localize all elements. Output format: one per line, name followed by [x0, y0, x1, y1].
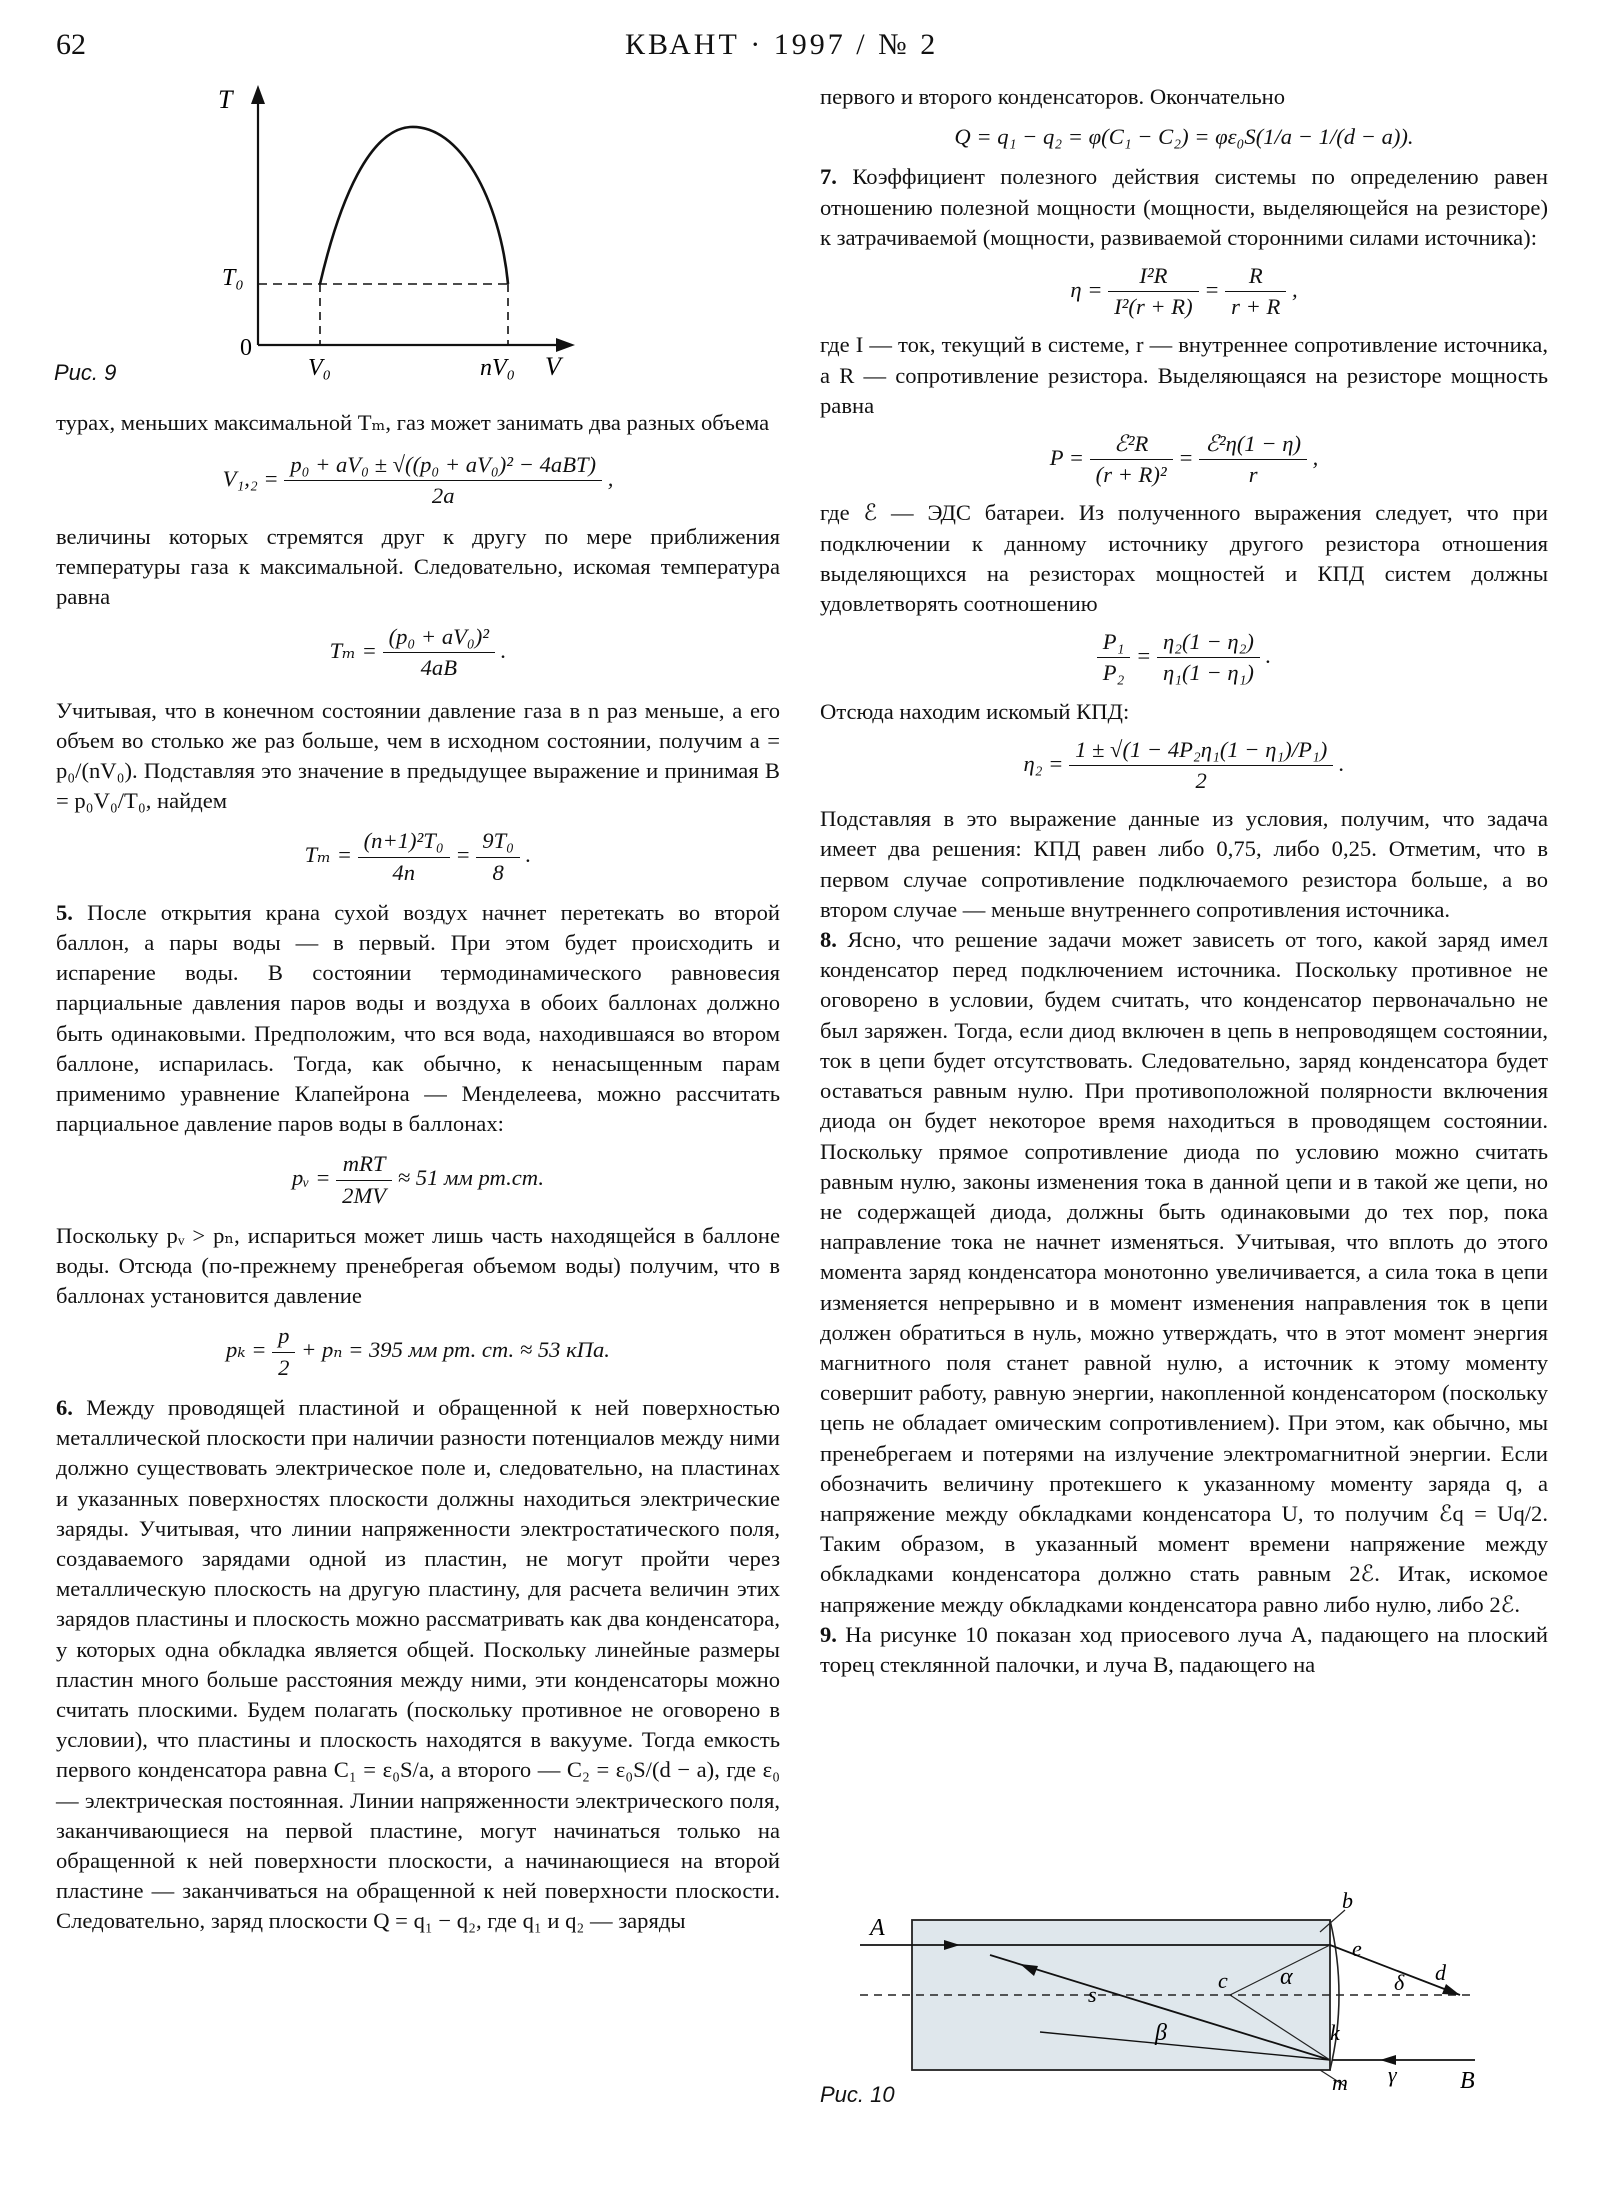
eq-numerator: R: [1225, 261, 1286, 292]
y-axis-label: T: [218, 85, 233, 114]
paragraph-text: После открытия крана сухой воздух начнет перетекать во второй баллон, а пары воды — в первый. При этом будет происходить и испарение воды. В состоянии термодинамического равновесия парциальные давления паров воды и воздуха в обоих баллонах должно быть одинаковыми. Предположим, что вся вода, находившаяся во втором баллоне, испарилась. Тогда, как обычно, к ненасыщенным парам применимо уравнение Клапейрона — Менделеева, можно рассчитать парциальное давление паров воды в баллонах:: [56, 899, 780, 1137]
eq-lhs: Tₘ =: [304, 842, 352, 868]
eq-numerator: ℰ²R: [1090, 429, 1173, 460]
paragraph-text: Коэффициент полезного действия системы по определению равен отношению полезной мощности (мощности, выделяющейся на резисторе) к затрачиваемой (мощности, развиваемой сторонними силами источника):: [820, 164, 1548, 250]
eq-denominator: 2MV: [342, 1182, 387, 1208]
left-column: [56, 408, 780, 1937]
right-column: [820, 82, 1548, 1680]
label-gamma: γ: [1388, 2062, 1397, 2087]
problem-number: 6.: [56, 1394, 73, 1420]
eq-denominator: P₂: [1102, 660, 1125, 686]
t0-label: T₀: [222, 265, 244, 291]
eq-numerator: (p₀ + aV₀)²: [383, 622, 495, 653]
nv0-label: nV₀: [480, 355, 516, 380]
problem-number: 9.: [820, 1621, 837, 1647]
label-alpha: α: [1280, 1964, 1293, 1990]
eq-numerator: 1 ± √(1 − 4P₂η₁(1 − η₁)/P₁): [1069, 735, 1333, 766]
equation-tm2: [56, 826, 780, 887]
paragraph: Подставляя в это выражение данные из условия, получим, что задача имеет два решения: КПД равен либо 0,75, либо 0,25. Отметим, что в первом случае сопротивление подключаемого резистора больше, а во втором случае — меньше внутреннего сопротивления источника.: [820, 806, 1548, 922]
y-axis-arrow: [251, 85, 265, 104]
label-b: b: [1342, 1890, 1353, 1913]
eq-denominator: η₁(1 − η₁): [1162, 660, 1254, 686]
problem-number: 8.: [820, 927, 837, 953]
equation-q: Q = q₁ − q₂ = φ(C₁ − C₂) = φε₀S(1/a − 1/(d − a)).: [954, 124, 1414, 150]
label-beta: β: [1155, 2020, 1167, 2046]
equation-ratio: [820, 627, 1548, 688]
paragraph: величины которых стремятся друг к другу по мере приближения температуры газа к максимальной. Следовательно, искомая температура равна: [56, 523, 780, 610]
eq-tail: .: [1265, 643, 1272, 669]
eq-tail: .: [525, 842, 532, 868]
label-delta: δ: [1394, 1970, 1405, 1995]
eq-denominator: 8: [492, 859, 504, 885]
ray-d-arrow: [1442, 1984, 1460, 1995]
eq-tail: ≈ 51 мм рт.ст.: [397, 1165, 545, 1191]
eq-denominator: 2: [278, 1354, 290, 1380]
eq-denominator: 4aB: [420, 655, 458, 681]
paragraph: первого и второго конденсаторов. Окончательно: [820, 84, 1286, 109]
label-b-ray: B: [1460, 2068, 1475, 2094]
x-axis-arrow: [556, 338, 575, 352]
label-m: m: [1332, 2070, 1348, 2095]
eq-lhs: pᵥ =: [291, 1165, 331, 1191]
eq-numerator: 9T₀: [476, 826, 520, 857]
eq-denominator: 2a: [431, 483, 455, 509]
paragraph-text: Между проводящей пластиной и обращенной к ней поверхностью металлической плоскости при наличии разности потенциалов между ними должно существовать электрическое поле и, следовательно, на пластинах и указанных поверхностях плоскости должны находиться электрические заряды. Учитывая, что линии напряженности электростатического поля, создаваемого зарядами одной из пластин, не могут пройти через металлическую плоскость на другую пластину, для расчета величин этих зарядов пластины и плоскость можно рассматривать как два конденсатора, у которых одна обкладка является общей. Поскольку линейные размеры пластин много больше расстояния между ними, эти конденсаторы можно считать плоскими. Будем полагать (поскольку противное не оговорено в условии), что пластины и плоскость находятся в вакууме. Тогда емкость первого конденсатора равна C₁ = ε₀S/a, а второго — C₂ = ε₀S/(d − a), где ε₀ — электрическая постоянная. Линии напряженности электрического поля, заканчивающиеся на первой пластине, могут начинаться только на обращенной к ней поверхности плоскости, а начинающиеся на второй пластине — заканчиваться на обращенной к ней поверхности плоскости. Следовательно, заряд плоскости Q = q₁ − q₂, где q₁ и q₂ — заряды: [56, 1394, 780, 1934]
v0-label: V₀: [308, 355, 332, 380]
label-e: e: [1352, 1936, 1362, 1961]
x-axis-label: V: [545, 352, 561, 380]
figure-10: [820, 1890, 1560, 2100]
paragraph: [820, 925, 1548, 1620]
paragraph: Поскольку pᵥ > pₙ, испариться может лишь часть находящейся в баллоне воды. Отсюда (по-прежнему пренебрегая объемом воды) получим, что в баллонах установится давление: [56, 1222, 780, 1309]
eq-numerator: p₀ + aV₀ ± √((p₀ + aV₀)² − 4aBT): [284, 450, 602, 481]
eq-numerator: η₂(1 − η₂): [1157, 627, 1260, 658]
eq-equals: =: [1136, 643, 1152, 669]
equation-eta: [820, 261, 1548, 322]
equation-pv: [56, 1149, 780, 1210]
equation-v12: [56, 450, 780, 511]
figure-9: [200, 80, 600, 380]
paragraph: [56, 898, 780, 1140]
eq-numerator: ℰ²η(1 − η): [1199, 429, 1307, 460]
eq-numerator: p: [272, 1321, 295, 1352]
eq-equals: =: [1204, 276, 1220, 302]
label-s: s: [1088, 1982, 1097, 2007]
eq-tail: ,: [1312, 444, 1319, 470]
label-k: k: [1330, 2020, 1340, 2045]
eq-denominator: 4n: [392, 859, 415, 885]
paragraph: Отсюда находим искомый КПД:: [820, 698, 1130, 724]
label-a: A: [870, 1915, 885, 1941]
equation-eta2: [820, 735, 1548, 796]
journal-header: КВАНТ · 1997 / № 2: [625, 28, 939, 61]
eq-lhs: η =: [1070, 276, 1103, 302]
eq-equals: =: [455, 842, 471, 868]
eq-numerator: P₁: [1097, 627, 1131, 658]
eq-denominator: 2: [1195, 768, 1207, 794]
eq-lhs: V₁,₂ =: [222, 466, 279, 492]
paragraph: [56, 1393, 780, 1937]
eq-lhs: Tₘ =: [329, 638, 377, 664]
label-d: d: [1435, 1960, 1446, 1985]
paragraph: где I — ток, текущий в системе, r — внутреннее сопротивление источника, а R — сопротивление резистора. Выделяющаяся на резисторе мощность равна: [820, 332, 1548, 418]
paragraph: [820, 162, 1548, 253]
paragraph: Учитывая, что в конечном состоянии давление газа в n раз меньше, а его объем во столько же раз больше, чем в исходном состоянии, получим a = p₀/(nV₀). Подставляя это значение в предыдущее выражение и принимая B = p₀V₀/T₀, найдем: [56, 697, 780, 814]
eq-tail: ,: [1291, 276, 1298, 302]
temperature-curve: [320, 127, 508, 284]
origin-label: 0: [240, 335, 252, 361]
eq-lhs: η₂ =: [1023, 750, 1064, 776]
figure-10-caption: Рис. 10: [820, 2082, 895, 2107]
eq-denominator: r: [1248, 462, 1258, 488]
eq-denominator: r + R: [1231, 294, 1281, 320]
paragraph: турах, меньших максимальной Tₘ, газ может занимать два разных объема: [56, 410, 770, 435]
problem-number: 7.: [820, 164, 837, 190]
eq-tail: + pₙ = 395 мм рт. ст. ≈ 53 кПа.: [301, 1337, 610, 1363]
equation-p: [820, 429, 1548, 490]
eq-denominator: (r + R)²: [1095, 462, 1167, 488]
eq-tail: ,: [607, 466, 614, 492]
paragraph-text: Ясно, что решение задачи может зависеть от того, какой заряд имел конденсатор перед подключением источника. Поскольку противное не оговорено в условии, будем считать, что конденсатор первоначально не был заряжен. Тогда, если диод включен в цепь в непроводящем состоянии, ток в цепи будет отсутствовать. Следовательно, заряд конденсатора будет оставаться равным нулю. При противоположной полярности включения диода он будет некоторое время находиться в проводящем состоянии. Поскольку прямое сопротивление диода по условию можно считать равным нулю, законы изменения тока в данной цепи и в такой же цепи, но не содержащей диода, должны быть одинаковыми до тех пор, пока направление тока не начнет изменяться. Учитывая, что вплоть до этого момента заряд конденсатора монотонно увеличивается, а сила тока в цепи изменяется непрерывно и в момент изменения направления ток в цепи должен обратиться в нуль, можно утверждать, что в этот момент энергия магнитного поля станет равной нулю, а источник к этому моменту совершит работу, равную энергии, накопленной конденсатором (поскольку цепь не обладает омическим сопротивлением). При этом, как обычно, мы пренебрегаем и потерями на излучение электромагнитной энергии. Если обозначить величину протекшего к указанному моменту заряда q, а напряжение между обкладками конденсатора U, то получим ℰq = Uq/2. Таким образом, в указанный момент времени напряжение между обкладками конденсатора должно стать равным 2ℰ. Итак, искомое напряжение между обкладками конденсатора равно либо нулю, либо 2ℰ.: [820, 927, 1548, 1617]
paragraph-text: На рисунке 10 показан ход приосевого луча A, падающего на плоский торец стеклянной палочки, и луча B, падающего на: [820, 1621, 1548, 1677]
eq-equals: =: [1178, 444, 1194, 470]
equation-tm1: [56, 622, 780, 683]
eq-denominator: I²(r + R): [1114, 294, 1193, 320]
label-c: c: [1218, 1968, 1228, 1993]
figure-9-caption: Рис. 9: [54, 360, 117, 385]
eq-tail: .: [1338, 750, 1345, 776]
eq-tail: .: [500, 638, 507, 664]
paragraph: [820, 1620, 1548, 1680]
page-number: 62: [56, 28, 86, 61]
paragraph: где ℰ — ЭДС батареи. Из полученного выражения следует, что при подключении к данному источнику другого резистора отношения выделяющихся на резисторах мощностей и КПД систем должны удовлетворять соотношению: [820, 500, 1548, 617]
problem-number: 5.: [56, 899, 73, 925]
eq-numerator: I²R: [1108, 261, 1198, 292]
equation-pk: [56, 1321, 780, 1382]
eq-lhs: P =: [1049, 444, 1085, 470]
eq-numerator: (n+1)²T₀: [358, 826, 450, 857]
eq-numerator: mRT: [336, 1149, 392, 1180]
eq-lhs: pₖ =: [226, 1337, 267, 1363]
